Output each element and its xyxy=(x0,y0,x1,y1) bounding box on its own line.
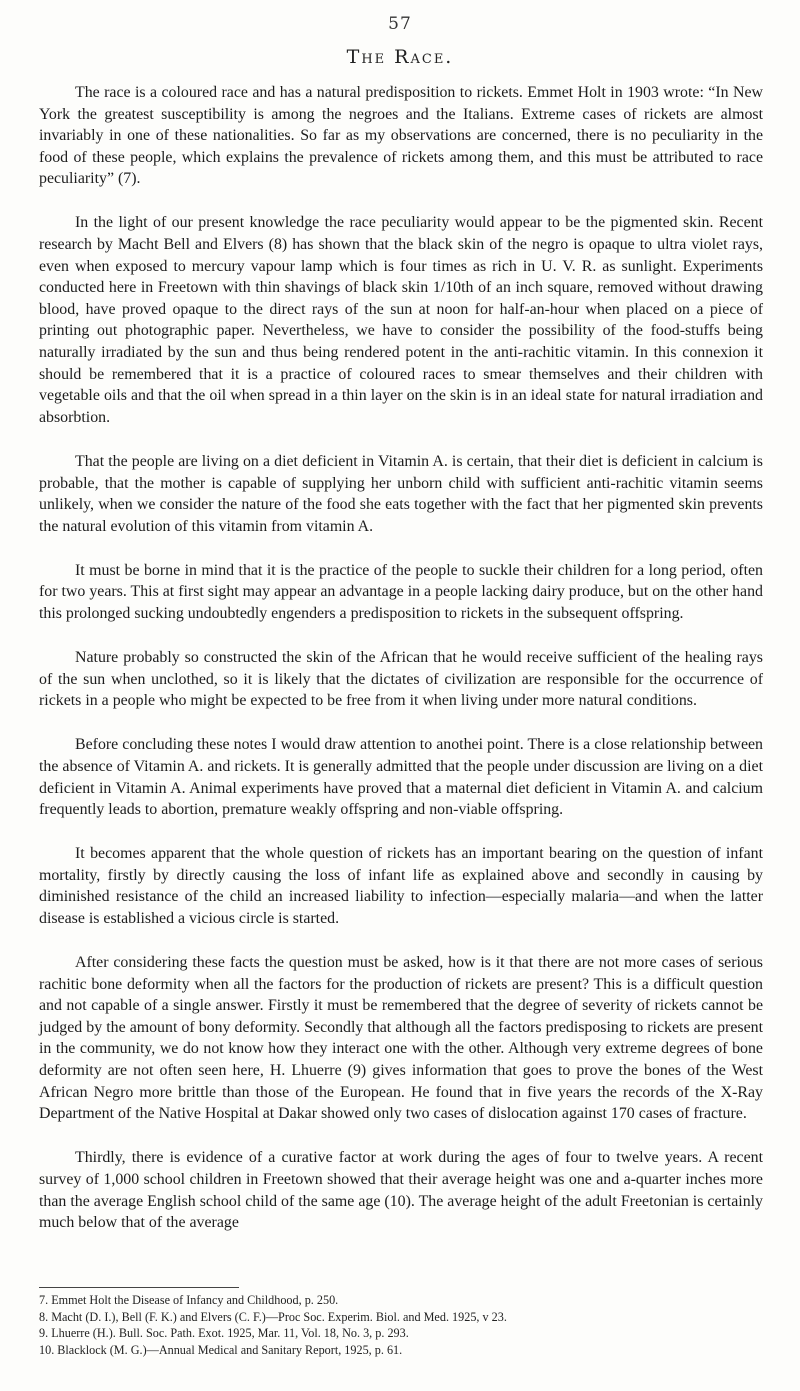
footnote: 7. Emmet Holt the Disease of Infancy and Childhood, p. 250. xyxy=(39,1293,339,1307)
paragraph: That the people are living on a diet deficient in Vitamin A. is certain, that their diet is deficient in calcium is probable, that the mother is capable of supplying her unborn child with sufficient anti-rachitic vitamin seems unlikely, when we consider the nature of the food she eats together with the fact that her pigmented skin prevents the natural evolution of this vitamin from vitamin A. xyxy=(39,452,763,535)
footnote: 10. Blacklock (M. G.)—Annual Medical and Sanitary Report, 1925, p. 61. xyxy=(39,1342,403,1357)
body-text xyxy=(39,82,763,1256)
footnote-divider xyxy=(39,1287,239,1288)
paragraph: The race is a coloured race and has a natural predisposition to rickets. Emmet Holt in 1903 wrote: “In New York the greatest susceptibility is among the negroes and the Italians. Extreme cases of rickets are almost invariably in one of these nationalities. So far as my observations are concerned, there is no peculiarity in the food of these people, which explains the prevalence of rickets among them, and this must be attributed to race peculiarity” (7). xyxy=(39,84,763,188)
footnote: 9. Lhuerre (H.). Bull. Soc. Path. Exot. 1925, Mar. 11, Vol. 18, No. 3, p. 293. xyxy=(39,1326,409,1340)
page-number: 57 xyxy=(388,14,412,34)
paragraph: Before concluding these notes I would draw attention to anothei point. There is a close relationship between the absence of Vitamin A. and rickets. It is generally admitted that the people under discussion are living on a diet deficient in Vitamin A. Animal experiments have proved that a maternal diet deficient in Vitamin A. and calcium frequently leads to abortion, premature weakly offspring and non-viable offspring. xyxy=(39,736,763,819)
footnotes xyxy=(39,1292,763,1358)
paragraph: After considering these facts the question must be asked, how is it that there are not more cases of serious rachitic bone deformity when all the factors for the production of rickets are present? This is a difficult question and not capable of a single answer. Firstly it must be remembered that the degree of severity of rickets cannot be judged by the amount of bony deformity. Secondly that although all the factors predisposing to rickets are present in the community, we do not know how they interact one with the other. Although very extreme degrees of bone deformity are not often seen here, H. Lhuerre (9) gives information that goes to prove the bones of the West African Negro more brittle than those of the European. He found that in five years the records of the X-Ray Department of the Native Hospital at Dakar showed only two cases of dislocation against 170 cases of fracture. xyxy=(39,954,763,1123)
paragraph: In the light of our present knowledge the race peculiarity would appear to be the pigmented skin. Recent research by Macht Bell and Elvers (8) has shown that the black skin of the negro is opaque to ultra violet rays, even when exposed to mercury vapour lamp which is four times as rich in U. V. R. as sunlight. Experiments conducted here in Freetown with thin shavings of black skin 1/10th of an inch square, removed without drawing blood, have proved opaque to the direct rays of the sun at noon for half-an-hour when placed on a piece of printing out photographic paper. Nevertheless, we have to consider the possibility of the food-stuffs being naturally irradiated by the sun and thus being rendered potent in the anti-rachitic vitamin. In this connexion it should be remembered that it is a practice of coloured races to smear themselves and their children with vegetable oils and that the oil when spread in a thin layer on the skin is in an ideal state for natural irradiation and absorbtion. xyxy=(39,214,763,426)
section-title: The Race. xyxy=(346,46,454,68)
paragraph: Thirdly, there is evidence of a curative factor at work during the ages of four to twelve years. A recent survey of 1,000 school children in Freetown showed that their average height was one and a-quarter inches more than the average English school child of the same age (10). The average height of the adult Freetonian is certainly much below that of the average xyxy=(39,1149,763,1232)
paragraph: It becomes apparent that the whole question of rickets has an important bearing on the question of infant mortality, firstly by directly causing the loss of infant life as explained above and secondly in causing by diminished resistance of the child an increased liability to infection—especially malaria—and when the latter disease is established a vicious circle is started. xyxy=(39,845,763,927)
paragraph: It must be borne in mind that it is the practice of the people to suckle their children for a long period, often for two years. This at first sight may appear an advantage in a people lacking dairy produce, but on the other hand this prolonged sucking undoubtedly engenders a predisposition to rickets in the subsequent offspring. xyxy=(39,561,763,622)
paragraph: Nature probably so constructed the skin of the African that he would receive sufficient of the healing rays of the sun when unclothed, so it is likely that the dictates of civilization are responsible for the occurrence of rickets in a people who might be expected to be free from it when living under more natural conditions. xyxy=(39,649,763,710)
footnote: 8. Macht (D. I.), Bell (F. K.) and Elvers (C. F.)—Proc Soc. Experim. Biol. and Med. 1925, v 23. xyxy=(39,1309,507,1324)
